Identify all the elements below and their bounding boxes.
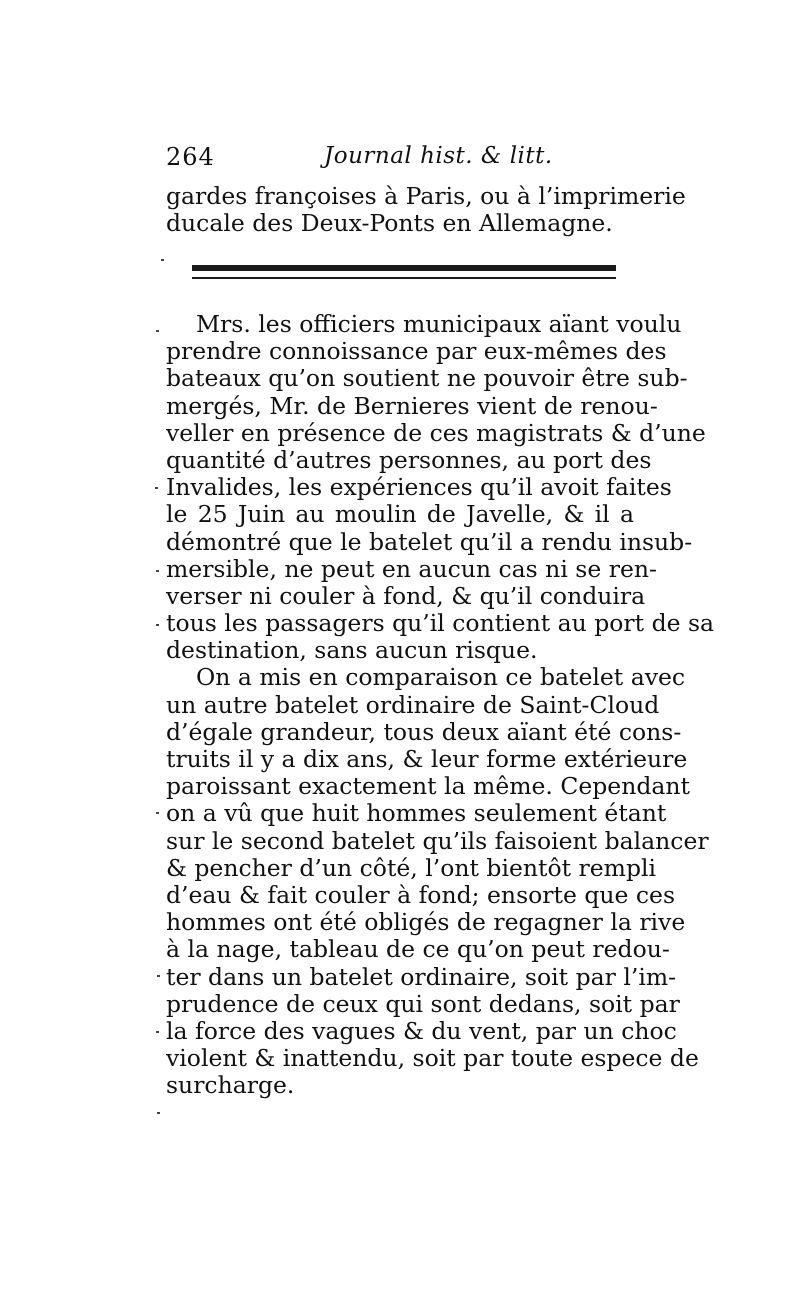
text-line: paroissant exactement la même. Cependant <box>166 772 690 801</box>
section-divider-thin <box>192 277 616 279</box>
text-line: mersible, ne peut en aucun cas ni se ren- <box>166 554 657 583</box>
text-line: d’égale grandeur, tous deux aïant été cons- <box>166 717 682 746</box>
text-line: sur le second batelet qu’ils faisoient balancer <box>166 826 709 855</box>
text-line: violent & inattendu, soit par toute espece de <box>166 1044 699 1073</box>
text-line: prendre connoissance par eux-mêmes des <box>166 337 667 366</box>
text-line: le 25 Juin au moulin de Javelle, & il a <box>166 500 634 529</box>
text-line: bateaux qu’on soutient ne pouvoir être sub- <box>166 364 688 393</box>
running-head <box>166 143 636 177</box>
text-line: un autre batelet ordinaire de Saint-Cloud <box>166 690 660 719</box>
section-divider-thick <box>192 265 616 271</box>
ink-speck <box>156 1031 159 1033</box>
text-line: mergés, Mr. de Bernieres vient de renou- <box>166 391 658 420</box>
text-line: & pencher d’un côté, l’ont bientôt rempli <box>166 853 657 882</box>
text-line: destination, sans aucun risque. <box>166 636 538 665</box>
text-line: on a vû que huit hommes seulement étant <box>166 799 667 828</box>
text-line: truits il y a dix ans, & leur forme extérieure <box>166 745 688 773</box>
page-number: 264 <box>166 143 215 171</box>
continued-paragraph <box>166 182 686 238</box>
ink-speck <box>156 812 159 814</box>
text-line: à la nage, tableau de ce qu’on peut redou- <box>166 935 670 964</box>
text-line: ducale des Deux-Ponts en Allemagne. <box>166 209 613 238</box>
text-line: ter dans un batelet ordinaire, soit par l’im- <box>166 962 677 991</box>
ink-speck <box>161 259 164 261</box>
ink-speck <box>157 1112 160 1114</box>
ink-speck <box>155 487 158 489</box>
text-line: hommes ont été obligés de regagner la rive <box>166 908 686 937</box>
text-line: Mrs. les officiers municipaux aïant voulu <box>196 310 682 338</box>
text-line: Invalides, les expériences qu’il avoit faites <box>166 473 672 502</box>
text-line: quantité d’autres personnes, au port des <box>166 445 652 474</box>
ink-speck <box>156 570 159 572</box>
text-line: d’eau & fait couler à fond; ensorte que ces <box>166 880 676 909</box>
ink-speck <box>157 975 160 977</box>
text-line: verser ni couler à fond, & qu’il conduira <box>166 581 646 610</box>
text-line: gardes françoises à Paris, ou à l’imprimerie <box>166 182 686 210</box>
text-line: la force des vagues & du vent, par un choc <box>166 1016 677 1045</box>
ink-speck <box>156 330 159 332</box>
ink-speck <box>156 624 159 626</box>
text-line: veller en présence de ces magistrats & d’une <box>166 418 706 447</box>
text-line: démontré que le batelet qu’il a rendu insub- <box>166 527 693 556</box>
text-line: surcharge. <box>166 1071 295 1100</box>
text-line: tous les passagers qu’il contient au port de sa <box>166 609 715 638</box>
text-line: prudence de ceux qui sont dedans, soit par <box>166 989 680 1018</box>
running-head-title: Journal hist. & litt. <box>324 143 553 169</box>
text-line: On a mis en comparaison ce batelet avec <box>196 663 686 692</box>
article-body <box>166 310 715 1100</box>
